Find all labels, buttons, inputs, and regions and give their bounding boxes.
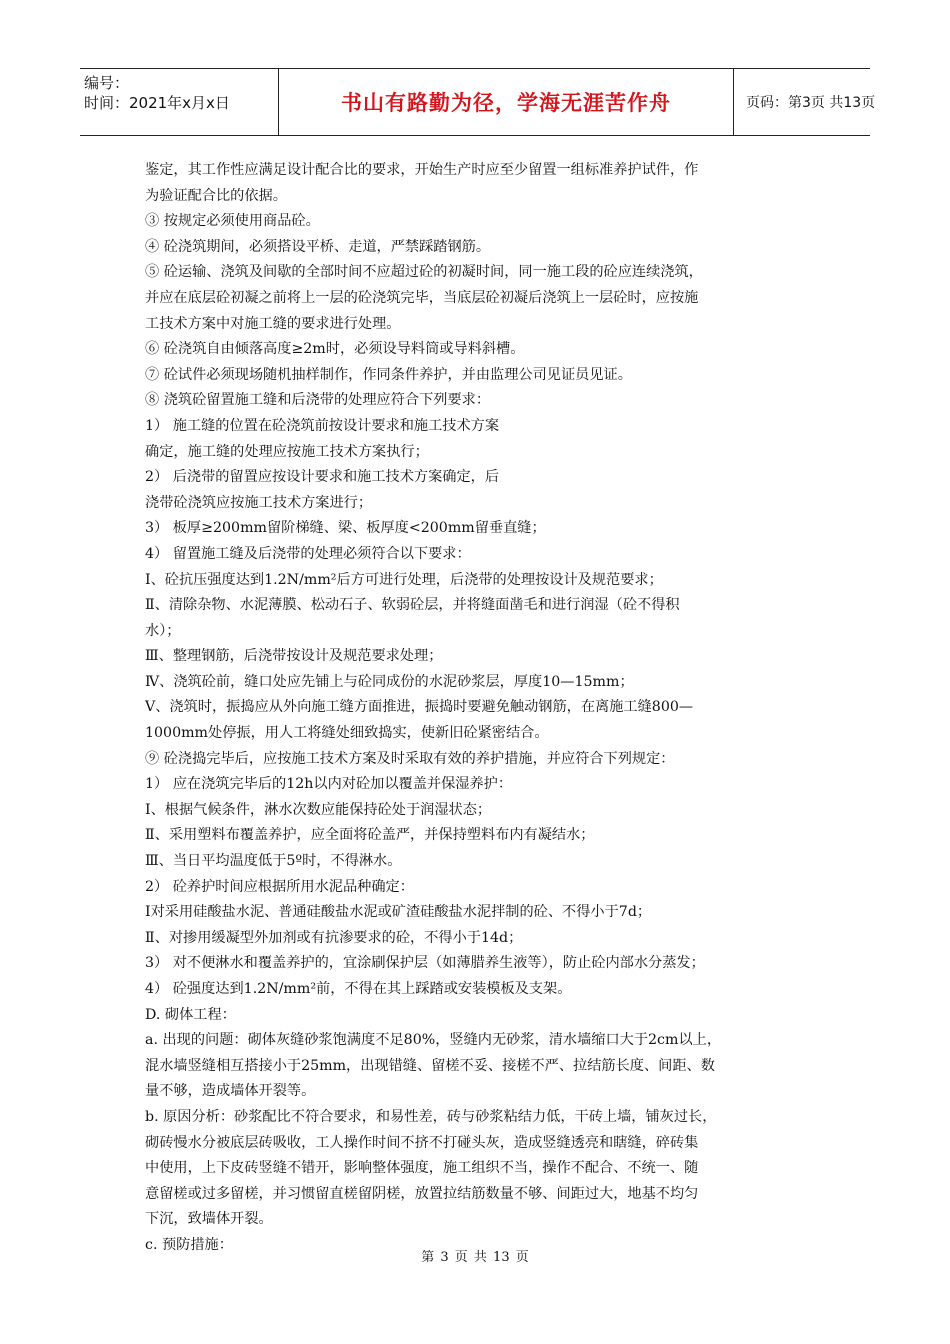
text-line: 浇带砼浇筑应按施工技术方案进行；	[145, 494, 373, 511]
text-line: ④ 砼浇筑期间，必须搭设平桥、走道，严禁踩踏钢筋。	[145, 238, 491, 255]
text-line: 水）；	[145, 622, 181, 639]
text-line: 意留槎或过多留槎，并习惯留直槎留阴槎，放置拉结筋数量不够、间距过大，地基不均匀	[145, 1185, 699, 1202]
text-line: 中使用，上下皮砖竖缝不错开，影响整体强度，施工组织不当，操作不配合、不统一、随	[145, 1160, 699, 1177]
header-meta	[80, 69, 278, 135]
text-line: Ⅰ、砼抗压强度达到1.2N/mm²后方可进行处理，后浇带的处理按设计及规范要求；	[145, 571, 663, 588]
text-line: b. 原因分析：砂浆配比不符合要求，和易性差，砖与砂浆粘结力低，干砖上墙，铺灰过长，	[145, 1108, 717, 1125]
document-body	[145, 158, 825, 1259]
text-line: 2） 砼养护时间应根据所用水泥品种确定：	[145, 878, 414, 895]
text-line: 1） 施工缝的位置在砼浇筑前按设计要求和施工技术方案	[145, 417, 500, 434]
text-line: 3） 板厚≥200mm留阶梯缝、梁、板厚度<200mm留垂直缝；	[145, 520, 546, 537]
text-line: 量不够，造成墙体开裂等。	[145, 1083, 316, 1100]
document-number-label: 编号：	[84, 74, 130, 92]
document-date-label: 时间：2021年x月x日	[84, 94, 230, 112]
text-line: ⑧ 浇筑砼留置施工缝和后浇带的处理应符合下列要求：	[145, 392, 491, 409]
text-line: ⑤ 砼运输、浇筑及间歇的全部时间不应超过砼的初凝时间，同一施工段的砼应连续浇筑，	[145, 264, 703, 281]
text-line: ⑦ 砼试件必须现场随机抽样制作，作同条件养护，并由监理公司见证员见证。	[145, 366, 632, 383]
page-header	[80, 68, 876, 136]
text-line: 2） 后浇带的留置应按设计要求和施工技术方案确定，后	[145, 469, 500, 486]
text-line: 1） 应在浇筑完毕后的12h以内对砼加以覆盖并保湿养护：	[145, 776, 513, 793]
text-line: Ⅳ、浇筑砼前，缝口处应先铺上与砼同成份的水泥砂浆层，厚度10—15mm；	[145, 673, 634, 690]
text-line: 砌砖慢水分被底层砖吸收，工人操作时间不挤不打碰头灰，造成竖缝透亮和瞎缝，碎砖集	[145, 1134, 699, 1151]
text-line: Ⅱ、对掺用缓凝型外加剂或有抗渗要求的砼，不得小于14d；	[145, 929, 523, 946]
text-line: 并应在底层砼初凝之前将上一层的砼浇筑完毕，当底层砼初凝后浇筑上一层砼时，应按施	[145, 289, 699, 306]
header-motto: 书山有路勤为径，学海无涯苦作舟	[278, 69, 734, 135]
text-line: 3） 对不便淋水和覆盖养护的，宜涂刷保护层（如薄腊养生液等），防止砼内部水分蒸发；	[145, 955, 705, 972]
text-line: a. 出现的问题：砌体灰缝砂浆饱满度不足80%，竖缝内无砂浆，清水墙缩口大于2cm以上，	[145, 1032, 722, 1049]
page-footer: 第 3 页 共 13 页	[421, 1250, 529, 1265]
text-line: ⑥ 砼浇筑自由倾落高度≥2m时，必须设导料筒或导料斜槽。	[145, 341, 525, 358]
text-line: Ⅱ、清除杂物、水泥薄膜、松动石子、软弱砼层，并将缝面凿毛和进行润湿（砼不得积	[145, 597, 680, 614]
text-line: 4） 砼强度达到1.2N/mm²前，不得在其上踩踏或安装模板及支架。	[145, 981, 572, 997]
text-line: 1000mm处停振，用人工将缝处细致捣实，使新旧砼紧密结合。	[145, 725, 549, 742]
text-line: 混水墙竖缝相互搭接小于25mm，出现错缝、留槎不妥、接槎不严、拉结筋长度、间距、数	[145, 1057, 715, 1074]
text-line: 下沉，致墙体开裂。	[145, 1211, 273, 1228]
text-line: Ⅲ、当日平均温度低于5º时，不得淋水。	[145, 853, 402, 870]
text-line: Ⅰ对采用硅酸盐水泥、普通硅酸盐水泥或矿渣硅酸盐水泥拌制的砼、不得小于7d；	[145, 904, 652, 921]
text-line: Ⅱ、采用塑料布覆盖养护，应全面将砼盖严，并保持塑料布内有凝结水；	[145, 827, 595, 844]
text-line: 为验证配合比的依据。	[145, 187, 287, 204]
text-line: 4） 留置施工缝及后浇带的处理必须符合以下要求：	[145, 545, 471, 562]
text-line: 鉴定，其工作性应满足设计配合比的要求，开始生产时应至少留置一组标准养护试件，作	[145, 162, 699, 178]
text-line: D. 砌体工程：	[145, 1006, 236, 1023]
text-line: Ⅰ、根据气候条件，淋水次数应能保持砼处于润湿状态；	[145, 801, 492, 818]
text-line: ⑨ 砼浇捣完毕后，应按施工技术方案及时采取有效的养护措施，并应符合下列规定：	[145, 750, 675, 767]
text-line: 确定，施工缝的处理应按施工技术方案执行；	[145, 443, 429, 460]
text-line: 工技术方案中对施工缝的要求进行处理。	[145, 315, 401, 332]
text-line: Ⅴ、浇筑时，振捣应从外向施工缝方面推进，振捣时要避免触动钢筋，在离施工缝800—	[145, 699, 694, 716]
text-line: ③ 按规定必须使用商品砼。	[145, 213, 320, 230]
text-line: Ⅲ、整理钢筋，后浇带按设计及规范要求处理；	[145, 648, 443, 665]
text-line: c. 预防措施：	[145, 1236, 233, 1253]
header-page-label: 页码：第3页 共13页	[746, 95, 876, 111]
